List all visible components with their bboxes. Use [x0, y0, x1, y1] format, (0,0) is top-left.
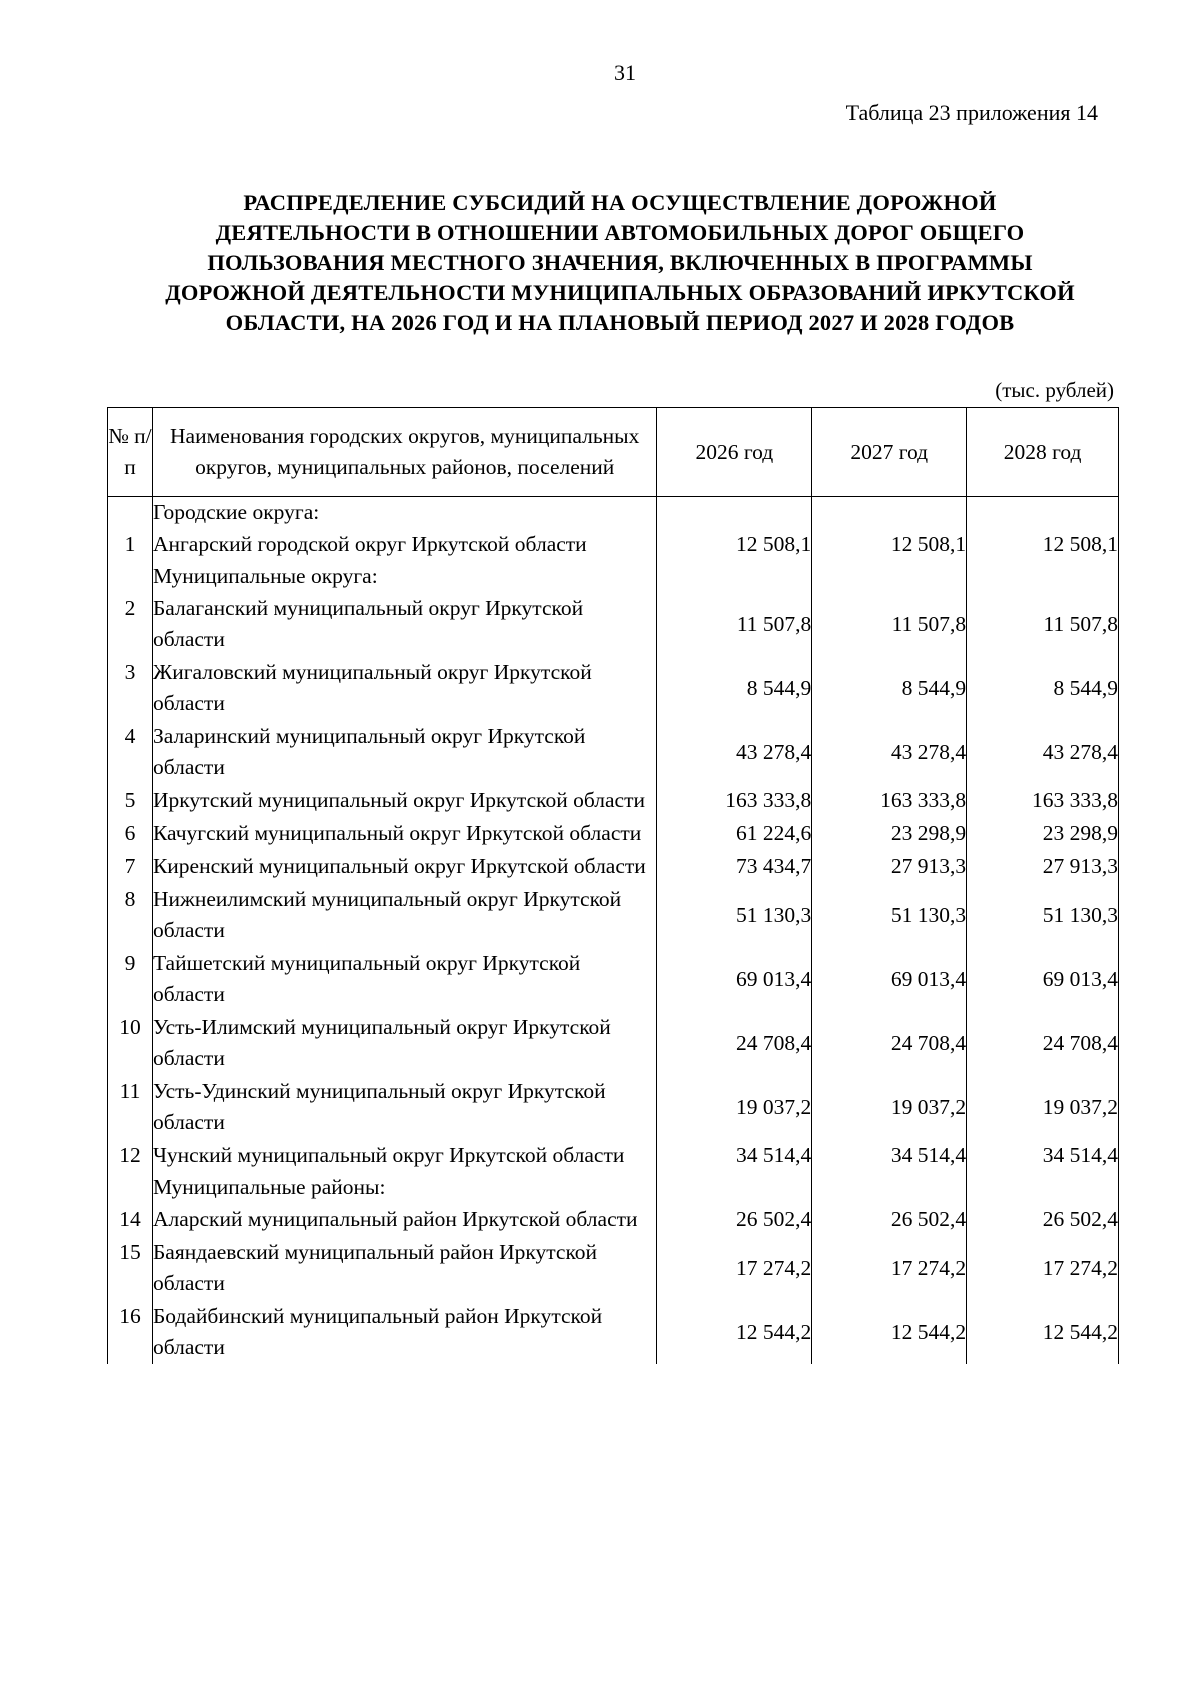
- amount-2027: 12 544,2: [812, 1300, 967, 1364]
- amount-2027: 51 130,3: [812, 883, 967, 947]
- row-number: 16: [108, 1300, 153, 1364]
- table-header-row: [108, 408, 1119, 497]
- municipality-name: Усть-Илимский муниципальный округ Иркутской области: [152, 1011, 656, 1075]
- amount-2027: 23 298,9: [812, 817, 967, 850]
- table-row: [108, 883, 1119, 947]
- municipality-name: Бодайбинский муниципальный район Иркутской области: [152, 1300, 656, 1364]
- section-title: Муниципальные округа:: [152, 561, 656, 592]
- amount-2028: 43 278,4: [967, 720, 1119, 784]
- municipality-name: Киренский муниципальный округ Иркутской области: [152, 850, 656, 883]
- amount-2027: 27 913,3: [812, 850, 967, 883]
- amount-2028: 11 507,8: [967, 592, 1119, 656]
- municipality-name: Баяндаевский муниципальный район Иркутской области: [152, 1236, 656, 1300]
- municipality-name: Балаганский муниципальный округ Иркутской области: [152, 592, 656, 656]
- table-row: [108, 1139, 1119, 1172]
- table-reference: Таблица 23 приложения 14: [845, 100, 1098, 125]
- municipality-name: Заларинский муниципальный округ Иркутской области: [152, 720, 656, 784]
- row-number: 15: [108, 1236, 153, 1300]
- row-number: 1: [108, 528, 153, 561]
- table-row: [108, 592, 1119, 656]
- section-number-cell: [108, 1172, 153, 1203]
- row-number: 14: [108, 1203, 153, 1236]
- table-row: [108, 656, 1119, 720]
- amount-2027: 11 507,8: [812, 592, 967, 656]
- municipality-name: Чунский муниципальный округ Иркутской области: [152, 1139, 656, 1172]
- table-row: [108, 850, 1119, 883]
- row-number: 2: [108, 592, 153, 656]
- amount-2026: 19 037,2: [657, 1075, 812, 1139]
- amount-2027: 24 708,4: [812, 1011, 967, 1075]
- amount-2026: 163 333,8: [657, 784, 812, 817]
- table-row: [108, 817, 1119, 850]
- municipality-name: Нижнеилимский муниципальный округ Иркутской области: [152, 883, 656, 947]
- table-row: [108, 947, 1119, 1011]
- title-line: ДЕЯТЕЛЬНОСТИ В ОТНОШЕНИИ АВТОМОБИЛЬНЫХ ДОРОГ ОБЩЕГО: [215, 220, 1025, 245]
- amount-2028: 163 333,8: [967, 784, 1119, 817]
- amount-2027: 12 508,1: [812, 528, 967, 561]
- table-row: [108, 1011, 1119, 1075]
- amount-2027: 69 013,4: [812, 947, 967, 1011]
- row-number: 10: [108, 1011, 153, 1075]
- municipality-name: Аларский муниципальный район Иркутской области: [152, 1203, 656, 1236]
- amount-2026: 17 274,2: [657, 1236, 812, 1300]
- table-row: [108, 784, 1119, 817]
- municipality-name: Тайшетский муниципальный округ Иркутской области: [152, 947, 656, 1011]
- amount-2026: 26 502,4: [657, 1203, 812, 1236]
- section-row: [108, 1172, 1119, 1203]
- header-2027: 2027 год: [812, 408, 967, 497]
- row-number: 12: [108, 1139, 153, 1172]
- row-number: 4: [108, 720, 153, 784]
- units-label: (тыс. рублей): [995, 378, 1114, 402]
- title-line: ДОРОЖНОЙ ДЕЯТЕЛЬНОСТИ МУНИЦИПАЛЬНЫХ ОБРАЗОВАНИЙ ИРКУТСКОЙ: [165, 280, 1075, 305]
- table-body: [108, 497, 1119, 1365]
- table-row: [108, 1300, 1119, 1364]
- amount-2026: 61 224,6: [657, 817, 812, 850]
- section-row: [108, 497, 1119, 529]
- amount-2026: 51 130,3: [657, 883, 812, 947]
- row-number: 9: [108, 947, 153, 1011]
- amount-2027: 26 502,4: [812, 1203, 967, 1236]
- document-title: [110, 188, 1130, 338]
- subsidy-table: [107, 407, 1119, 1364]
- amount-2028: 12 544,2: [967, 1300, 1119, 1364]
- municipality-name: Жигаловский муниципальный округ Иркутской области: [152, 656, 656, 720]
- amount-2028: 51 130,3: [967, 883, 1119, 947]
- amount-2028: 12 508,1: [967, 528, 1119, 561]
- section-empty-cell: [657, 1172, 812, 1203]
- row-number: 6: [108, 817, 153, 850]
- amount-2026: 12 508,1: [657, 528, 812, 561]
- amount-2028: 27 913,3: [967, 850, 1119, 883]
- amount-2026: 43 278,4: [657, 720, 812, 784]
- section-number-cell: [108, 497, 153, 529]
- table-row: [108, 1075, 1119, 1139]
- amount-2027: 163 333,8: [812, 784, 967, 817]
- amount-2027: 34 514,4: [812, 1139, 967, 1172]
- title-line: РАСПРЕДЕЛЕНИЕ СУБСИДИЙ НА ОСУЩЕСТВЛЕНИЕ ДОРОЖНОЙ: [243, 190, 997, 215]
- amount-2028: 23 298,9: [967, 817, 1119, 850]
- amount-2028: 24 708,4: [967, 1011, 1119, 1075]
- title-line: ПОЛЬЗОВАНИЯ МЕСТНОГО ЗНАЧЕНИЯ, ВКЛЮЧЕННЫХ В ПРОГРАММЫ: [207, 250, 1033, 275]
- amount-2027: 19 037,2: [812, 1075, 967, 1139]
- section-empty-cell: [967, 1172, 1119, 1203]
- title-line: ОБЛАСТИ, НА 2026 ГОД И НА ПЛАНОВЫЙ ПЕРИОД 2027 И 2028 ГОДОВ: [225, 310, 1015, 335]
- municipality-name: Качугский муниципальный округ Иркутской области: [152, 817, 656, 850]
- municipality-name: Иркутский муниципальный округ Иркутской области: [152, 784, 656, 817]
- row-number: 11: [108, 1075, 153, 1139]
- amount-2026: 8 544,9: [657, 656, 812, 720]
- amount-2026: 34 514,4: [657, 1139, 812, 1172]
- row-number: 7: [108, 850, 153, 883]
- amount-2027: 8 544,9: [812, 656, 967, 720]
- table-row: [108, 1236, 1119, 1300]
- page-number: 31: [614, 60, 636, 85]
- section-empty-cell: [812, 497, 967, 529]
- amount-2028: 34 514,4: [967, 1139, 1119, 1172]
- amount-2027: 43 278,4: [812, 720, 967, 784]
- section-empty-cell: [812, 1172, 967, 1203]
- section-empty-cell: [657, 561, 812, 592]
- row-number: 3: [108, 656, 153, 720]
- section-empty-cell: [967, 561, 1119, 592]
- header-name: Наименования городских округов, муниципальных округов, муниципальных районов, поселений: [152, 408, 656, 497]
- municipality-name: Усть-Удинский муниципальный округ Иркутской области: [152, 1075, 656, 1139]
- amount-2028: 8 544,9: [967, 656, 1119, 720]
- section-number-cell: [108, 561, 153, 592]
- municipality-name: Ангарский городской округ Иркутской области: [152, 528, 656, 561]
- section-title: Муниципальные районы:: [152, 1172, 656, 1203]
- amount-2028: 26 502,4: [967, 1203, 1119, 1236]
- header-number: № п/п: [108, 408, 153, 497]
- table-row: [108, 528, 1119, 561]
- amount-2026: 11 507,8: [657, 592, 812, 656]
- amount-2026: 24 708,4: [657, 1011, 812, 1075]
- section-empty-cell: [657, 497, 812, 529]
- amount-2028: 69 013,4: [967, 947, 1119, 1011]
- table-row: [108, 720, 1119, 784]
- row-number: 8: [108, 883, 153, 947]
- header-2028: 2028 год: [967, 408, 1119, 497]
- section-row: [108, 561, 1119, 592]
- amount-2026: 73 434,7: [657, 850, 812, 883]
- amount-2027: 17 274,2: [812, 1236, 967, 1300]
- table-row: [108, 1203, 1119, 1236]
- section-empty-cell: [967, 497, 1119, 529]
- amount-2028: 17 274,2: [967, 1236, 1119, 1300]
- amount-2026: 69 013,4: [657, 947, 812, 1011]
- row-number: 5: [108, 784, 153, 817]
- header-2026: 2026 год: [657, 408, 812, 497]
- amount-2026: 12 544,2: [657, 1300, 812, 1364]
- section-title: Городские округа:: [152, 497, 656, 529]
- amount-2028: 19 037,2: [967, 1075, 1119, 1139]
- section-empty-cell: [812, 561, 967, 592]
